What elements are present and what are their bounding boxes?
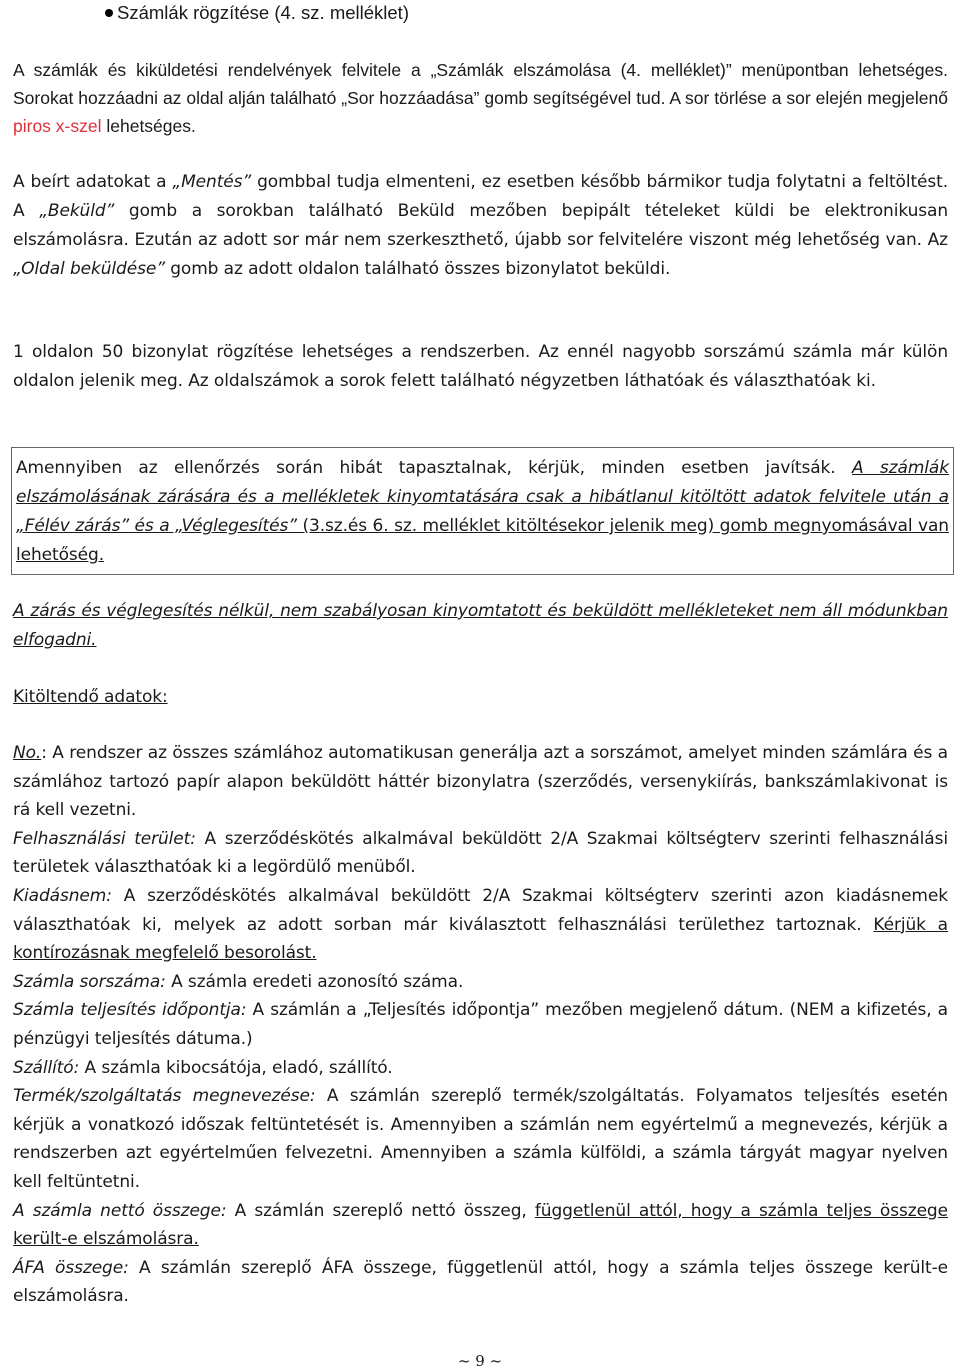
- red-x-note: piros x-szel: [13, 116, 102, 136]
- bekuld-term: „Beküld”: [39, 201, 115, 221]
- page-limit-paragraph: 1 oldalon 50 bizonylat rögzítése lehetséges a rendszerben. Az ennél nagyobb sorszámú számla már külön oldalon jelenik meg. Az oldalszámok a sorok felett található négyzetben láthatóak és választhatóak ki.: [13, 342, 948, 391]
- field-felhasznalasi-terulet: Felhasználási terület: A szerződéskötés alkalmával beküldött 2/A Szakmai költségterv szerinti felhasználási területek választhatóak ki a legördülő menüből.: [13, 828, 948, 878]
- field-szallito: Szállító: A számla kibocsátója, eladó, szállító.: [13, 1057, 393, 1078]
- field-netto-osszeg: A számla nettó összege: A számlán szereplő nettó összeg, függetlenül attól, hogy a számla teljes összege került-e elszámolásra.: [13, 1200, 948, 1250]
- field-definitions: [13, 739, 948, 1311]
- section-heading-text: Számlák rögzítése (4. sz. melléklet): [117, 2, 409, 23]
- page-number: ~ 9 ~: [457, 1352, 503, 1370]
- field-teljesites-idopontja: Számla teljesítés időpontja: A számlán a „Teljesítés időpontja” mezőben megjelenő dátum. (NEM a kifizetés, a pénzügyi teljesítés dátuma.): [13, 1000, 948, 1049]
- bullet-icon: [105, 9, 113, 17]
- notice-paragraph: A zárás és véglegesítés nélkül, nem szabályosan kinyomtatott és beküldött mellékleteket nem áll módunkban elfogadni.: [13, 601, 948, 650]
- fields-section-title: Kitöltendő adatok:: [13, 687, 168, 707]
- oldal-bekuldese-term: „Oldal beküldése”: [13, 259, 165, 279]
- section-heading: [117, 0, 409, 26]
- field-afa-osszeg: ÁFA összege: A számlán szereplő ÁFA összege, függetlenül attól, hogy a számla teljes összege került-e elszámolásra.: [13, 1257, 948, 1307]
- save-paragraph: A beírt adatokat a „Mentés” gombbal tudja elmenteni, ez esetben később bármikor tudja folytatni a feltöltést. A „Beküld” gomb a sorokban található Beküld mezőben bepipált tételeket küldi be elektronikusan elszámolásra. Ezután az adott sor már nem szerkeszthető, újabb sor felvitelére viszont még lehetőség van. Az „Oldal beküldése” gomb az adott oldalon található összes bizonylatot beküldi.: [13, 172, 948, 279]
- warning-emphasis: A számlák elszámolásának zárására és a mellékletek kinyomtatására csak a hibátlanul kitöltött adatok felvitele után a „Félév zárás” és a „Véglegesítés”: [16, 458, 949, 536]
- mentes-term: „Mentés”: [172, 172, 252, 192]
- field-szamla-sorszama: Számla sorszáma: A számla eredeti azonosító száma.: [13, 971, 464, 992]
- field-kiadasnem: Kiadásnem: A szerződéskötés alkalmával beküldött 2/A Szakmai költségterv szerinti azon kiadásnemek választhatóak ki, melyek az adott sorban már kiválasztott felhasználási területhez tartoznak. Kérjük a kontírozásnak megfelelő besorolást.: [13, 885, 948, 964]
- field-termek-megnevezes: Termék/szolgáltatás megnevezése: A számlán szereplő termék/szolgáltatás. Folyamatos teljesítés esetén kérjük a vonatkozó időszak feltüntetését is. Amennyiben a számlán nem egyértelmű a megnevezés, kérjük a rendszerben azt egyértelműen felvezetni. Amennyiben a számla külföldi, a számla tárgyát magyar nyelven kell feltüntetni.: [13, 1086, 948, 1192]
- warning-box: Amennyiben az ellenőrzés során hibát tapasztalnak, kérjük, minden esetben javítsák. A számlák elszámolásának zárására és a mellékletek kinyomtatására csak a hibátlanul kitöltött adatok felvitele után a „Félév zárás” és a „Véglegesítés” (3.sz.és 6. sz. melléklet kitöltésekor jelenik meg) gomb megnyomásával van lehetőség.: [11, 447, 954, 575]
- field-no: No.: A rendszer az összes számlához automatikusan generálja azt a sorszámot, amelyet minden számlára és a számlához tartozó papír alapon beküldött háttér bizonylatra (szerződés, versenykiírás, bankszámlakivonat is rá kell vezetni.: [13, 743, 948, 821]
- intro-paragraph: A számlák és kiküldetési rendelvények felvitele a „Számlák elszámolása (4. melléklet)” menüpontban lehetséges. Sorokat hozzáadni az oldal alján található „Sor hozzáadása” gomb segítségével tud. A sor törlése a sor elején megjelenő piros x-szel lehetséges.: [13, 60, 948, 136]
